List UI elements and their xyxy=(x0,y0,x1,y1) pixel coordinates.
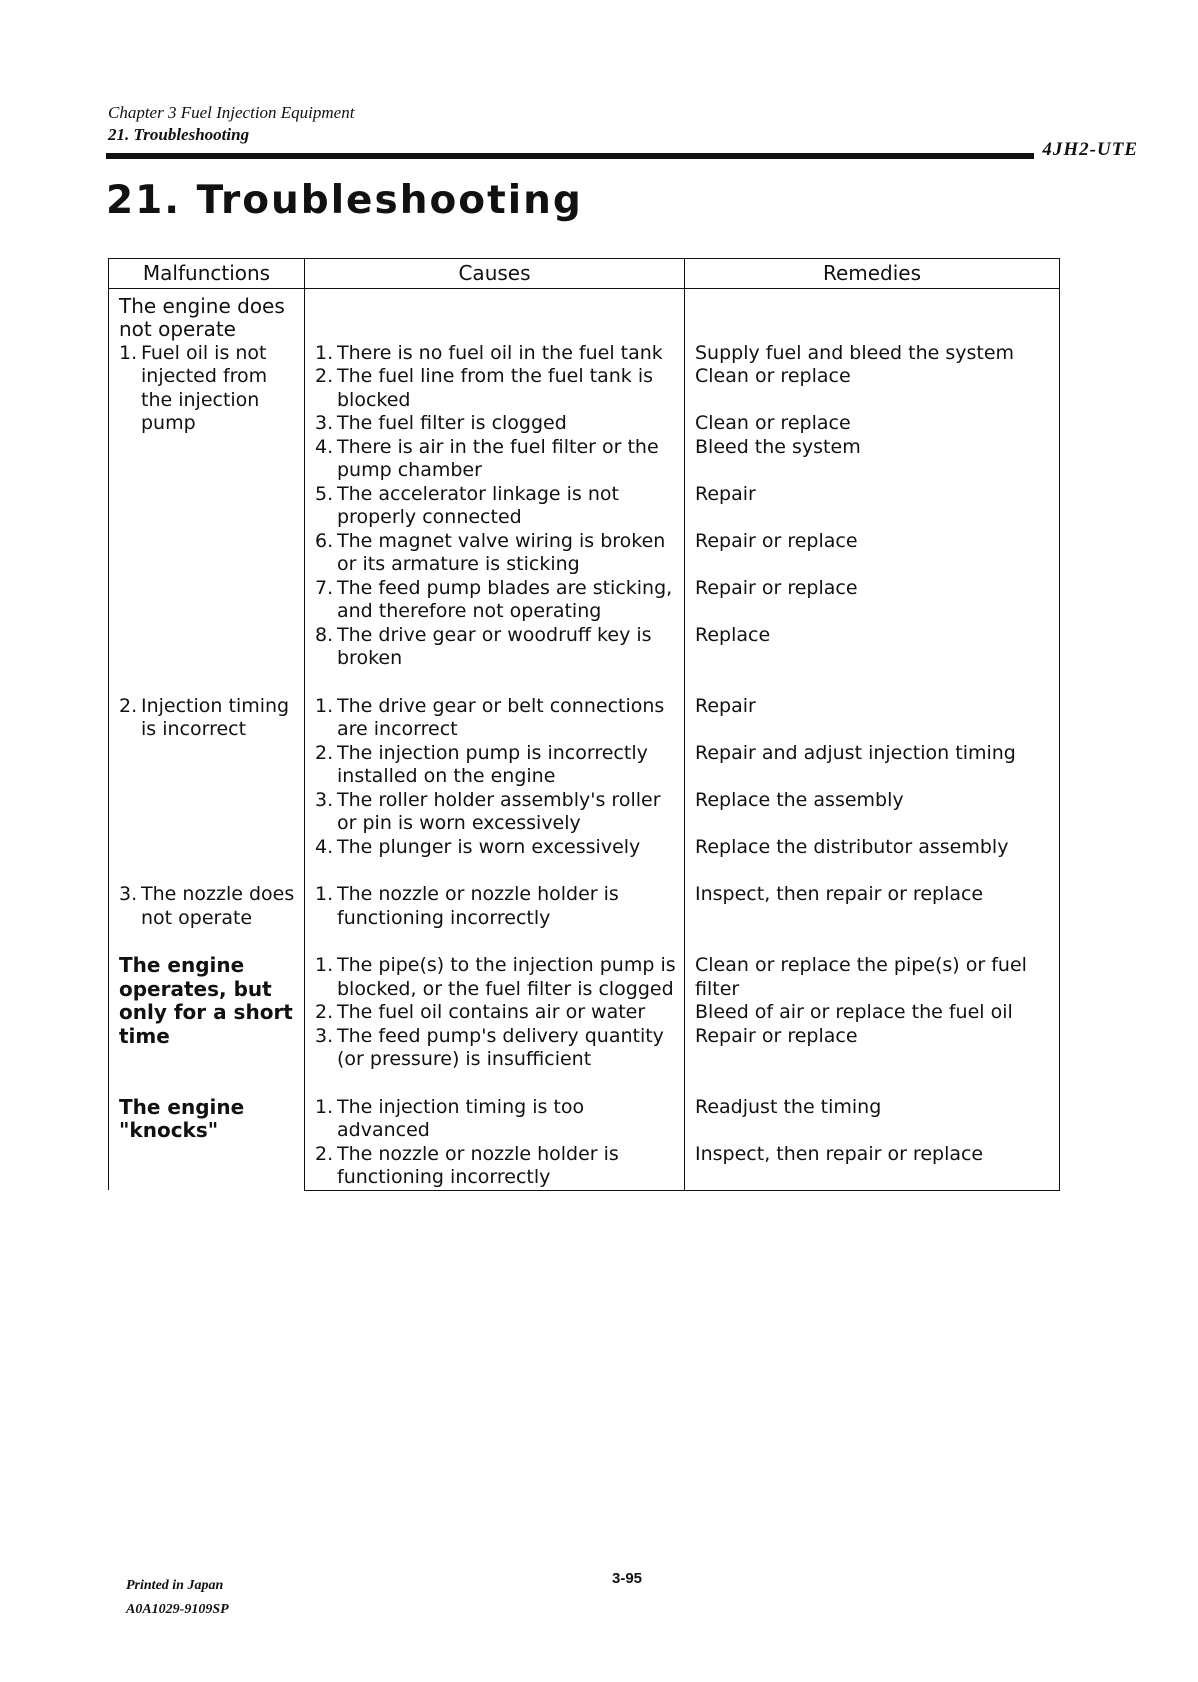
item-number: 1. xyxy=(119,341,138,364)
cause-text: The nozzle or nozzle holder is functioning incorrectly xyxy=(337,883,619,929)
item-number: 2. xyxy=(119,694,138,717)
header-malfunctions: Malfunctions xyxy=(109,259,305,289)
cause-cell xyxy=(305,789,685,836)
table-row xyxy=(109,883,1060,954)
malfunction-label: The nozzle does not operate xyxy=(141,883,295,929)
remedy-cell: Repair or replace xyxy=(685,1025,1060,1096)
cause-number: 1. xyxy=(315,883,334,905)
cause-number: 1. xyxy=(315,694,334,717)
cause-text: The feed pump's delivery quantity (or pressure) is insufficient xyxy=(337,1024,664,1070)
table-header-row xyxy=(109,259,1060,289)
malfunction-cell xyxy=(109,695,305,884)
cause-number: 1. xyxy=(315,341,334,364)
cause-cell xyxy=(305,695,685,742)
malfunction-cell xyxy=(109,1096,305,1191)
footer-printed: Printed in Japan xyxy=(126,1578,224,1593)
cause-number: 3. xyxy=(315,412,334,434)
section-header: 21. Troubleshooting xyxy=(108,125,250,144)
cause-text: The pipe(s) to the injection pump is blocked, or the fuel filter is clogged xyxy=(337,954,676,1000)
cause-cell xyxy=(305,577,685,624)
cause-cell xyxy=(305,530,685,577)
table-row xyxy=(109,342,1060,366)
remedy-cell: Replace the distributor assembly xyxy=(685,836,1060,884)
cause-text: The roller holder assembly's roller or pin is worn excessively xyxy=(337,788,661,834)
cause-cell xyxy=(305,1025,685,1096)
remedy-cell xyxy=(685,288,1060,342)
cause-cell xyxy=(305,483,685,530)
cause-number: 3. xyxy=(315,1024,334,1047)
cause-cell xyxy=(305,1001,685,1025)
cause-text: The fuel line from the fuel tank is blocked xyxy=(337,365,654,411)
cause-text: The injection timing is too advanced xyxy=(337,1095,585,1141)
table-row xyxy=(109,695,1060,742)
remedy-cell: Repair xyxy=(685,695,1060,742)
cause-text: There is no fuel oil in the fuel tank xyxy=(337,341,663,364)
chapter-header: Chapter 3 Fuel Injection Equipment xyxy=(108,103,355,122)
cause-cell xyxy=(305,288,685,342)
cause-number: 8. xyxy=(315,623,334,646)
cause-text: The drive gear or belt connections are incorrect xyxy=(337,694,665,740)
cause-cell xyxy=(305,436,685,483)
group-title-line: not operate xyxy=(119,317,236,341)
cause-number: 3. xyxy=(315,788,334,811)
group-title-line: The engine does xyxy=(119,293,285,318)
cause-number: 5. xyxy=(315,482,334,505)
remedy-cell: Clean or replace xyxy=(685,412,1060,436)
remedy-cell: Repair or replace xyxy=(685,530,1060,577)
cause-number: 7. xyxy=(315,576,334,599)
remedy-cell: Replace the assembly xyxy=(685,789,1060,836)
remedy-cell: Repair or replace xyxy=(685,577,1060,624)
cause-text: The plunger is worn excessively xyxy=(337,835,641,858)
page-number: 3-95 xyxy=(612,1570,643,1587)
cause-number: 1. xyxy=(315,1095,334,1118)
remedy-cell: Inspect, then repair or replace xyxy=(685,883,1060,954)
footer-code: A0A1029-9109SP xyxy=(126,1602,229,1617)
remedy-cell: Repair xyxy=(685,483,1060,530)
cause-number: 2. xyxy=(315,365,334,387)
malfunction-cell xyxy=(109,342,305,695)
group-title: The engine "knocks" xyxy=(119,1094,245,1142)
cause-number: 4. xyxy=(315,835,334,858)
header-rule xyxy=(106,153,1034,159)
table-row xyxy=(109,954,1060,1001)
cause-number: 4. xyxy=(315,435,334,458)
page-title: 21. Troubleshooting xyxy=(106,178,583,223)
malfunction-cell xyxy=(109,883,305,954)
malfunction-label: Fuel oil is not injected from the injection pump xyxy=(141,341,268,434)
cause-cell xyxy=(305,1143,685,1191)
remedy-cell: Supply fuel and bleed the system xyxy=(685,342,1060,366)
cause-text: The magnet valve wiring is broken or its armature is sticking xyxy=(337,529,666,575)
remedy-cell: Repair and adjust injection timing xyxy=(685,742,1060,789)
header-causes: Causes xyxy=(305,259,685,289)
cause-text: The feed pump blades are sticking, and therefore not operating xyxy=(337,576,673,622)
cause-text: The fuel oil contains air or water xyxy=(337,1001,646,1023)
malfunction-item xyxy=(119,695,296,742)
remedy-cell: Replace xyxy=(685,624,1060,695)
cause-cell xyxy=(305,412,685,436)
item-number: 3. xyxy=(119,883,138,905)
remedy-cell: Readjust the timing xyxy=(685,1096,1060,1143)
malfunction-item xyxy=(119,883,296,930)
malfunction-item xyxy=(119,342,296,436)
model-label: 4JH2-UTE xyxy=(1042,139,1138,160)
cause-number: 2. xyxy=(315,1142,334,1165)
malfunction-label: Injection timing is incorrect xyxy=(141,694,290,740)
cause-cell xyxy=(305,342,685,366)
group-title xyxy=(119,289,296,342)
cause-text: The accelerator linkage is not properly connected xyxy=(337,482,619,528)
cause-number: 2. xyxy=(315,1001,334,1023)
cause-cell xyxy=(305,742,685,789)
remedy-cell: Inspect, then repair or replace xyxy=(685,1143,1060,1191)
cause-text: The injection pump is incorrectly installed on the engine xyxy=(337,741,648,787)
group-title: The engine operates, but only for a short time xyxy=(119,953,293,1048)
cause-text: The drive gear or woodruff key is broken xyxy=(337,623,652,669)
remedy-cell: Clean or replace xyxy=(685,365,1060,412)
cause-cell xyxy=(305,1096,685,1143)
cause-number: 6. xyxy=(315,529,334,552)
cause-cell xyxy=(305,365,685,412)
cause-text: The nozzle or nozzle holder is functioning incorrectly xyxy=(337,1142,619,1188)
malfunction-cell xyxy=(109,288,305,342)
troubleshooting-table xyxy=(108,258,1060,1191)
malfunction-cell xyxy=(109,954,305,1096)
cause-cell xyxy=(305,954,685,1001)
table-row xyxy=(109,288,1060,342)
cause-text: The fuel filter is clogged xyxy=(337,412,567,434)
remedy-cell: Clean or replace the pipe(s) or fuel filter xyxy=(685,954,1060,1001)
header-remedies: Remedies xyxy=(685,259,1060,289)
cause-cell xyxy=(305,836,685,884)
cause-text: There is air in the fuel filter or the pump chamber xyxy=(337,435,659,481)
cause-cell xyxy=(305,624,685,695)
cause-number: 1. xyxy=(315,954,334,976)
table-row xyxy=(109,1096,1060,1143)
remedy-cell: Bleed of air or replace the fuel oil xyxy=(685,1001,1060,1025)
cause-cell xyxy=(305,883,685,954)
remedy-cell: Bleed the system xyxy=(685,436,1060,483)
cause-number: 2. xyxy=(315,741,334,764)
